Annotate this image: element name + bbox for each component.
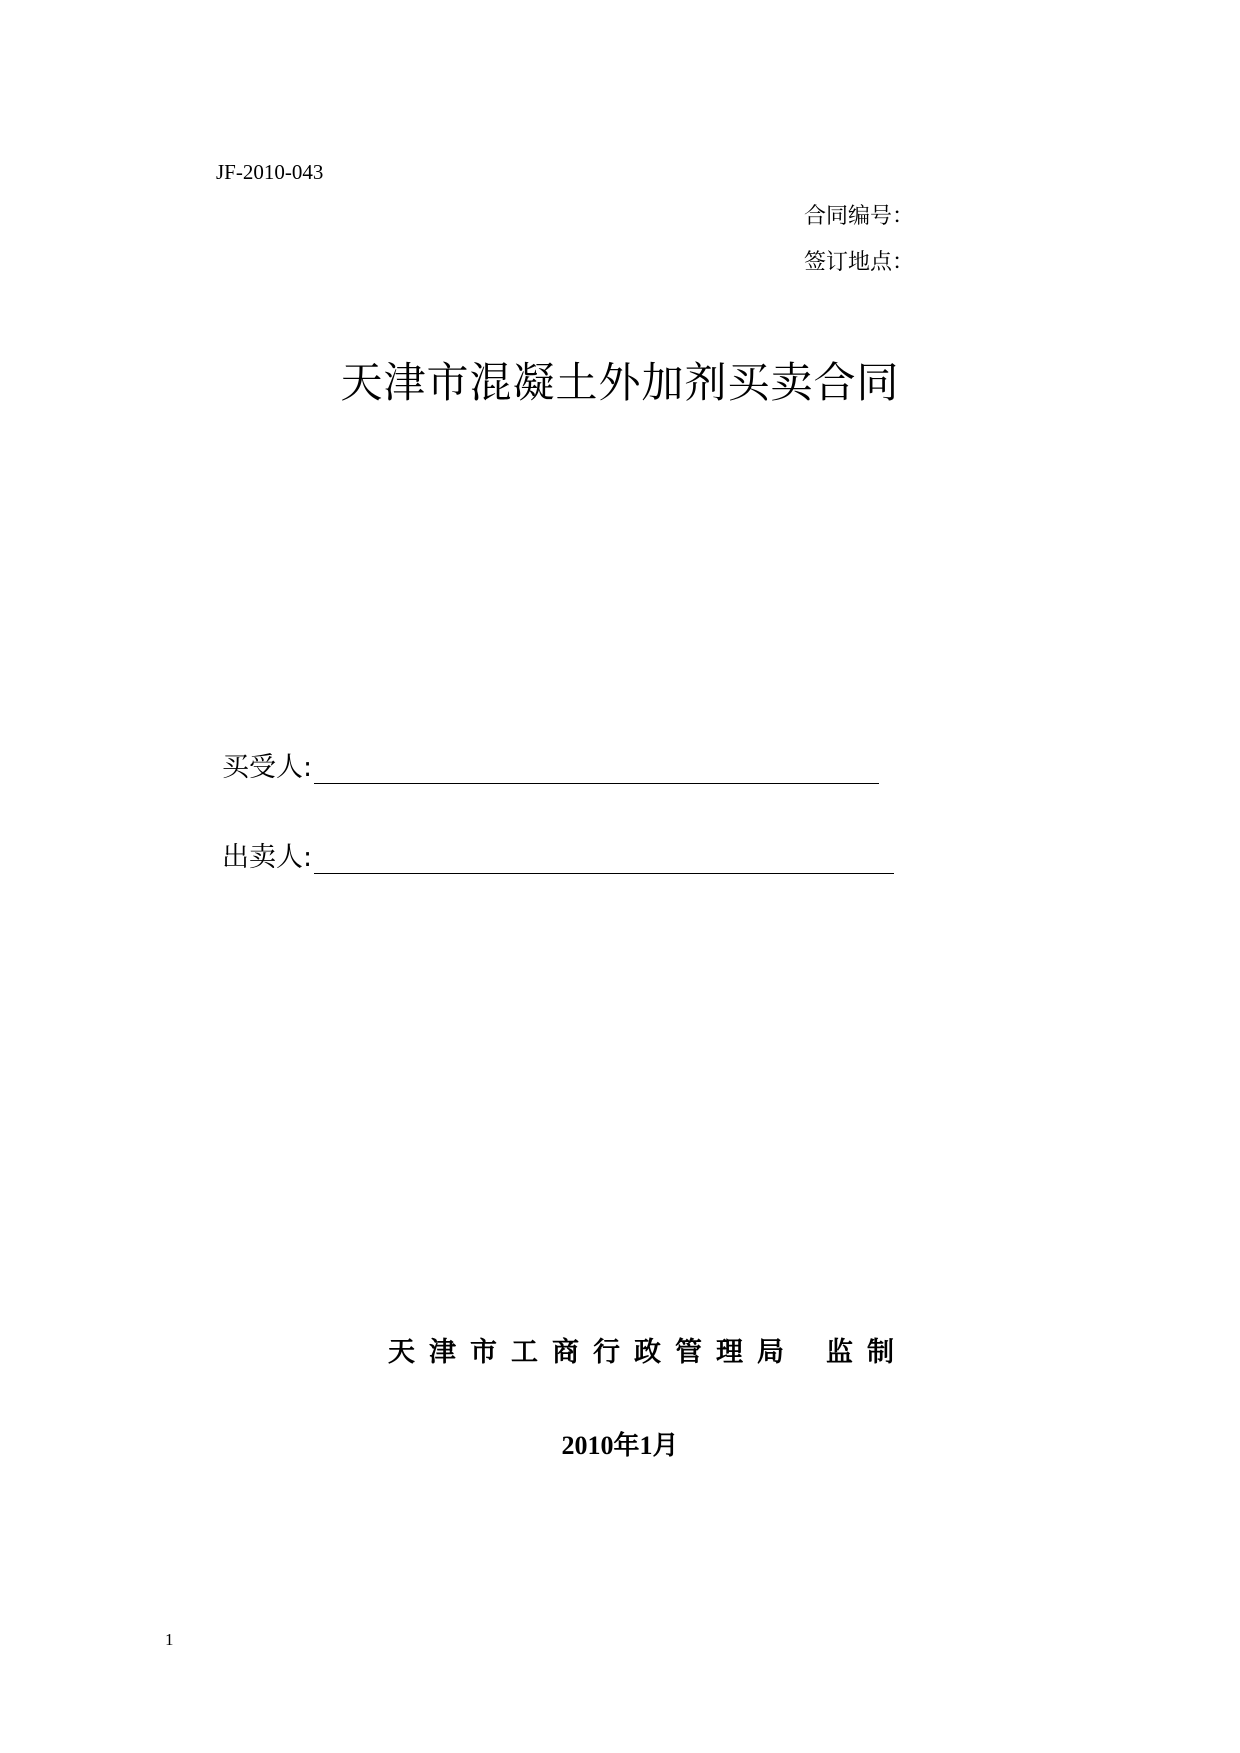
document-title: 天津市混凝土外加剂买卖合同 — [340, 358, 900, 407]
issue-date: 2010年1月 — [561, 1431, 679, 1460]
page-number: 1 — [165, 1630, 174, 1649]
buyer-label: 买受人: — [222, 752, 313, 783]
buyer-blank-line — [314, 753, 879, 784]
contract-number-label: 合同编号： — [804, 204, 915, 229]
buyer-row — [222, 745, 879, 784]
supervisor-line — [388, 1330, 908, 1369]
seller-label: 出卖人: — [222, 842, 313, 873]
seller-blank-line — [314, 843, 894, 874]
document-code: JF-2010-043 — [216, 160, 324, 184]
seller-row — [222, 835, 894, 874]
signing-place-label: 签订地点： — [804, 250, 915, 275]
contract-meta — [804, 200, 914, 292]
supervising-authority: 天津市工商行政管理局 — [388, 1337, 798, 1368]
supervision-label: 监制 — [826, 1337, 908, 1368]
